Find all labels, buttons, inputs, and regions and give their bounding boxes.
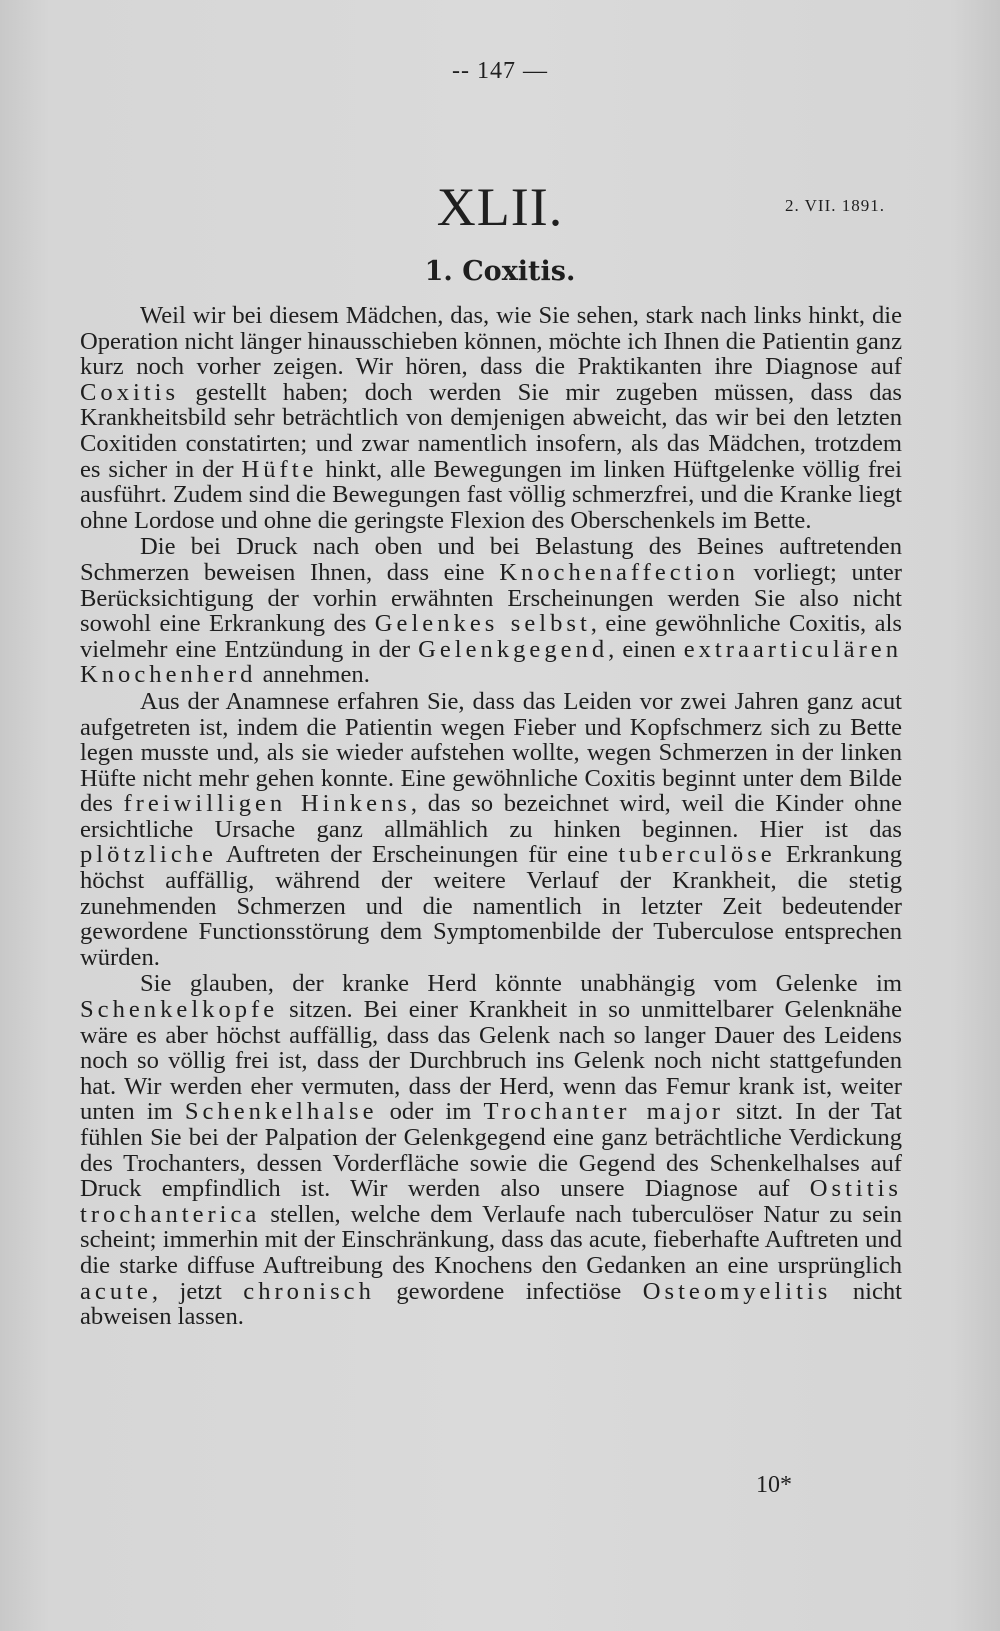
body-text	[80, 303, 902, 1331]
paragraph-text: , das so bezeichnet wird, weil die Kinder ohne ersichtliche Ursache ganz allmählich zu hinken beginnen. Hier ist das	[80, 790, 902, 843]
paragraph-text: Auftreten der Erscheinungen für eine	[216, 841, 619, 869]
paragraph-text: hinkt, alle Bewegungen im linken Hüftgelenke völlig frei ausführt. Zudem sind die Bewegungen fast völlig schmerzfrei, und die Kranke liegt ohne Lordose und ohne die geringste Flexion des Oberschenkels im Bette.	[80, 455, 902, 534]
paragraph-text: gewordene infectiöse	[374, 1277, 643, 1305]
paragraph-text: sitzt. In der Tat fühlen Sie bei der Palpation der Gelenkgegend eine ganz beträchtliche Verdickung des Trochanters, dessen Vorderfläche sowie die Gegend des Schenkelhalses auf Druck empfindlich ist. Wir werden also unsere Diagnose auf	[80, 1098, 902, 1203]
paragraph-text: Die bei Druck nach oben und bei Belastung des Beines auftretenden Schmerzen beweisen Ihnen, dass eine	[80, 533, 902, 586]
chapter-heading: XLII.	[436, 177, 564, 237]
body-paragraph	[80, 689, 902, 971]
spaced-emphasis-text: Schenkelhalse	[184, 1098, 378, 1126]
spaced-emphasis-text: tuberculöse	[618, 841, 776, 869]
spaced-emphasis-text: freiwilligen Hinkens	[123, 790, 411, 818]
signature-mark: 10*	[756, 1472, 792, 1498]
spaced-emphasis-text: chronisch	[243, 1277, 375, 1305]
section-title: 1. Coxitis.	[424, 256, 576, 287]
paragraph-text: Aus der Anamnese erfahren Sie, dass das Leiden vor zwei Jahren ganz acut aufgetreten ist, indem die Patientin wegen Fieber und Kopfschmerz sich zu Bette legen musste und, als sie wieder aufstehen wollte, wegen Schmerzen in der linken Hüfte nicht mehr gehen konnte. Eine gewöhnliche Coxitis beginnt unter dem Bilde des	[80, 687, 902, 818]
paragraph-text: stellen, welche dem Verlaufe nach tuberculöser Natur zu sein scheint; immerhin mit der Einschränkung, dass das acute, fieberhafte Auftreten und die starke diffuse Auftreibung des Knochens den Gedanken an eine ursprünglich	[80, 1200, 902, 1279]
paragraph-text: oder im	[377, 1098, 484, 1126]
paragraph-text: annehmen.	[256, 661, 370, 689]
paragraph-text: , jetzt	[151, 1277, 244, 1305]
spaced-emphasis-text: Gelenkes selbst	[374, 610, 591, 638]
spaced-emphasis-text: Osteomyelitis	[642, 1277, 832, 1305]
body-paragraph	[80, 303, 902, 533]
paragraph-text: vorliegt; unter Berücksichtigung der vorhin erwähnten Erscheinungen werden Sie also nicht sowohl eine Erkrankung des	[80, 558, 902, 638]
lecture-date: 2. VII. 1891.	[784, 196, 885, 215]
paragraph-text: sitzen. Bei einer Krankheit in so unmittelbarer Gelenknähe wäre es aber höchst auffällig, dass das Gelenk nach so langer Dauer des Leidens noch so völlig frei ist, dass der Durchbruch ins Gelenk noch nicht stattgefunden hat. Wir werden eher vermuten, dass der Herd, wenn das Femur krank ist, weiter unten im	[80, 996, 902, 1126]
spaced-emphasis-text: Knochenaffection	[499, 558, 739, 586]
paragraph-text: Weil wir bei diesem Mädchen, das, wie Sie sehen, stark nach links hinkt, die Operation nicht länger hinausschieben können, möchte ich Ihnen die Patientin ganz kurz noch vorher zeigen. Wir hören, dass die Praktikanten ihre Diagnose auf	[80, 302, 902, 381]
paragraph-text: nicht abweisen lassen.	[80, 1277, 903, 1331]
spaced-emphasis-text: Gelenkgegend	[418, 635, 609, 663]
paragraph-text: Erkrankung höchst auffällig, während der weitere Verlauf der Krankheit, die stetig zunehmenden Schmerzen und die namentlich in letzter Zeit bedeutender gewordene Functionsstörung dem Symptomenbilde der Tuberculose entsprechen würden.	[80, 841, 902, 971]
page-number: -- 147 —	[452, 58, 548, 84]
body-paragraph	[80, 534, 902, 688]
spaced-emphasis-text: plötzliche	[80, 841, 217, 869]
spaced-emphasis-text: Ostitis trochanterica	[80, 1175, 902, 1228]
spaced-emphasis-text: acute	[80, 1277, 152, 1305]
paragraph-text: Sie glauben, der kranke Herd könnte unabhängig vom Gelenke im	[140, 970, 902, 998]
spaced-emphasis-text: Trochanter major	[483, 1098, 724, 1126]
paragraph-text: , einen	[608, 635, 684, 663]
paragraph-text: gestellt haben; doch werden Sie mir zugeben müssen, dass das Krankheitsbild sehr beträchtlich von demjenigen abweicht, das wir bei den letzten Coxitiden constatirten; und zwar namentlich insofern, als das Mädchen, trotzdem es sicher in der	[80, 378, 902, 483]
spaced-emphasis-text: extraarticulären Knochenherd	[80, 635, 902, 689]
paragraph-text: , eine gewöhnliche Coxitis, als vielmehr eine Entzündung in der	[80, 610, 902, 663]
spaced-emphasis-text: Hüfte	[241, 455, 318, 483]
body-paragraph	[80, 971, 902, 1329]
spaced-emphasis-text: Coxitis	[80, 378, 180, 406]
spaced-emphasis-text: Schenkelkopfe	[80, 996, 279, 1024]
